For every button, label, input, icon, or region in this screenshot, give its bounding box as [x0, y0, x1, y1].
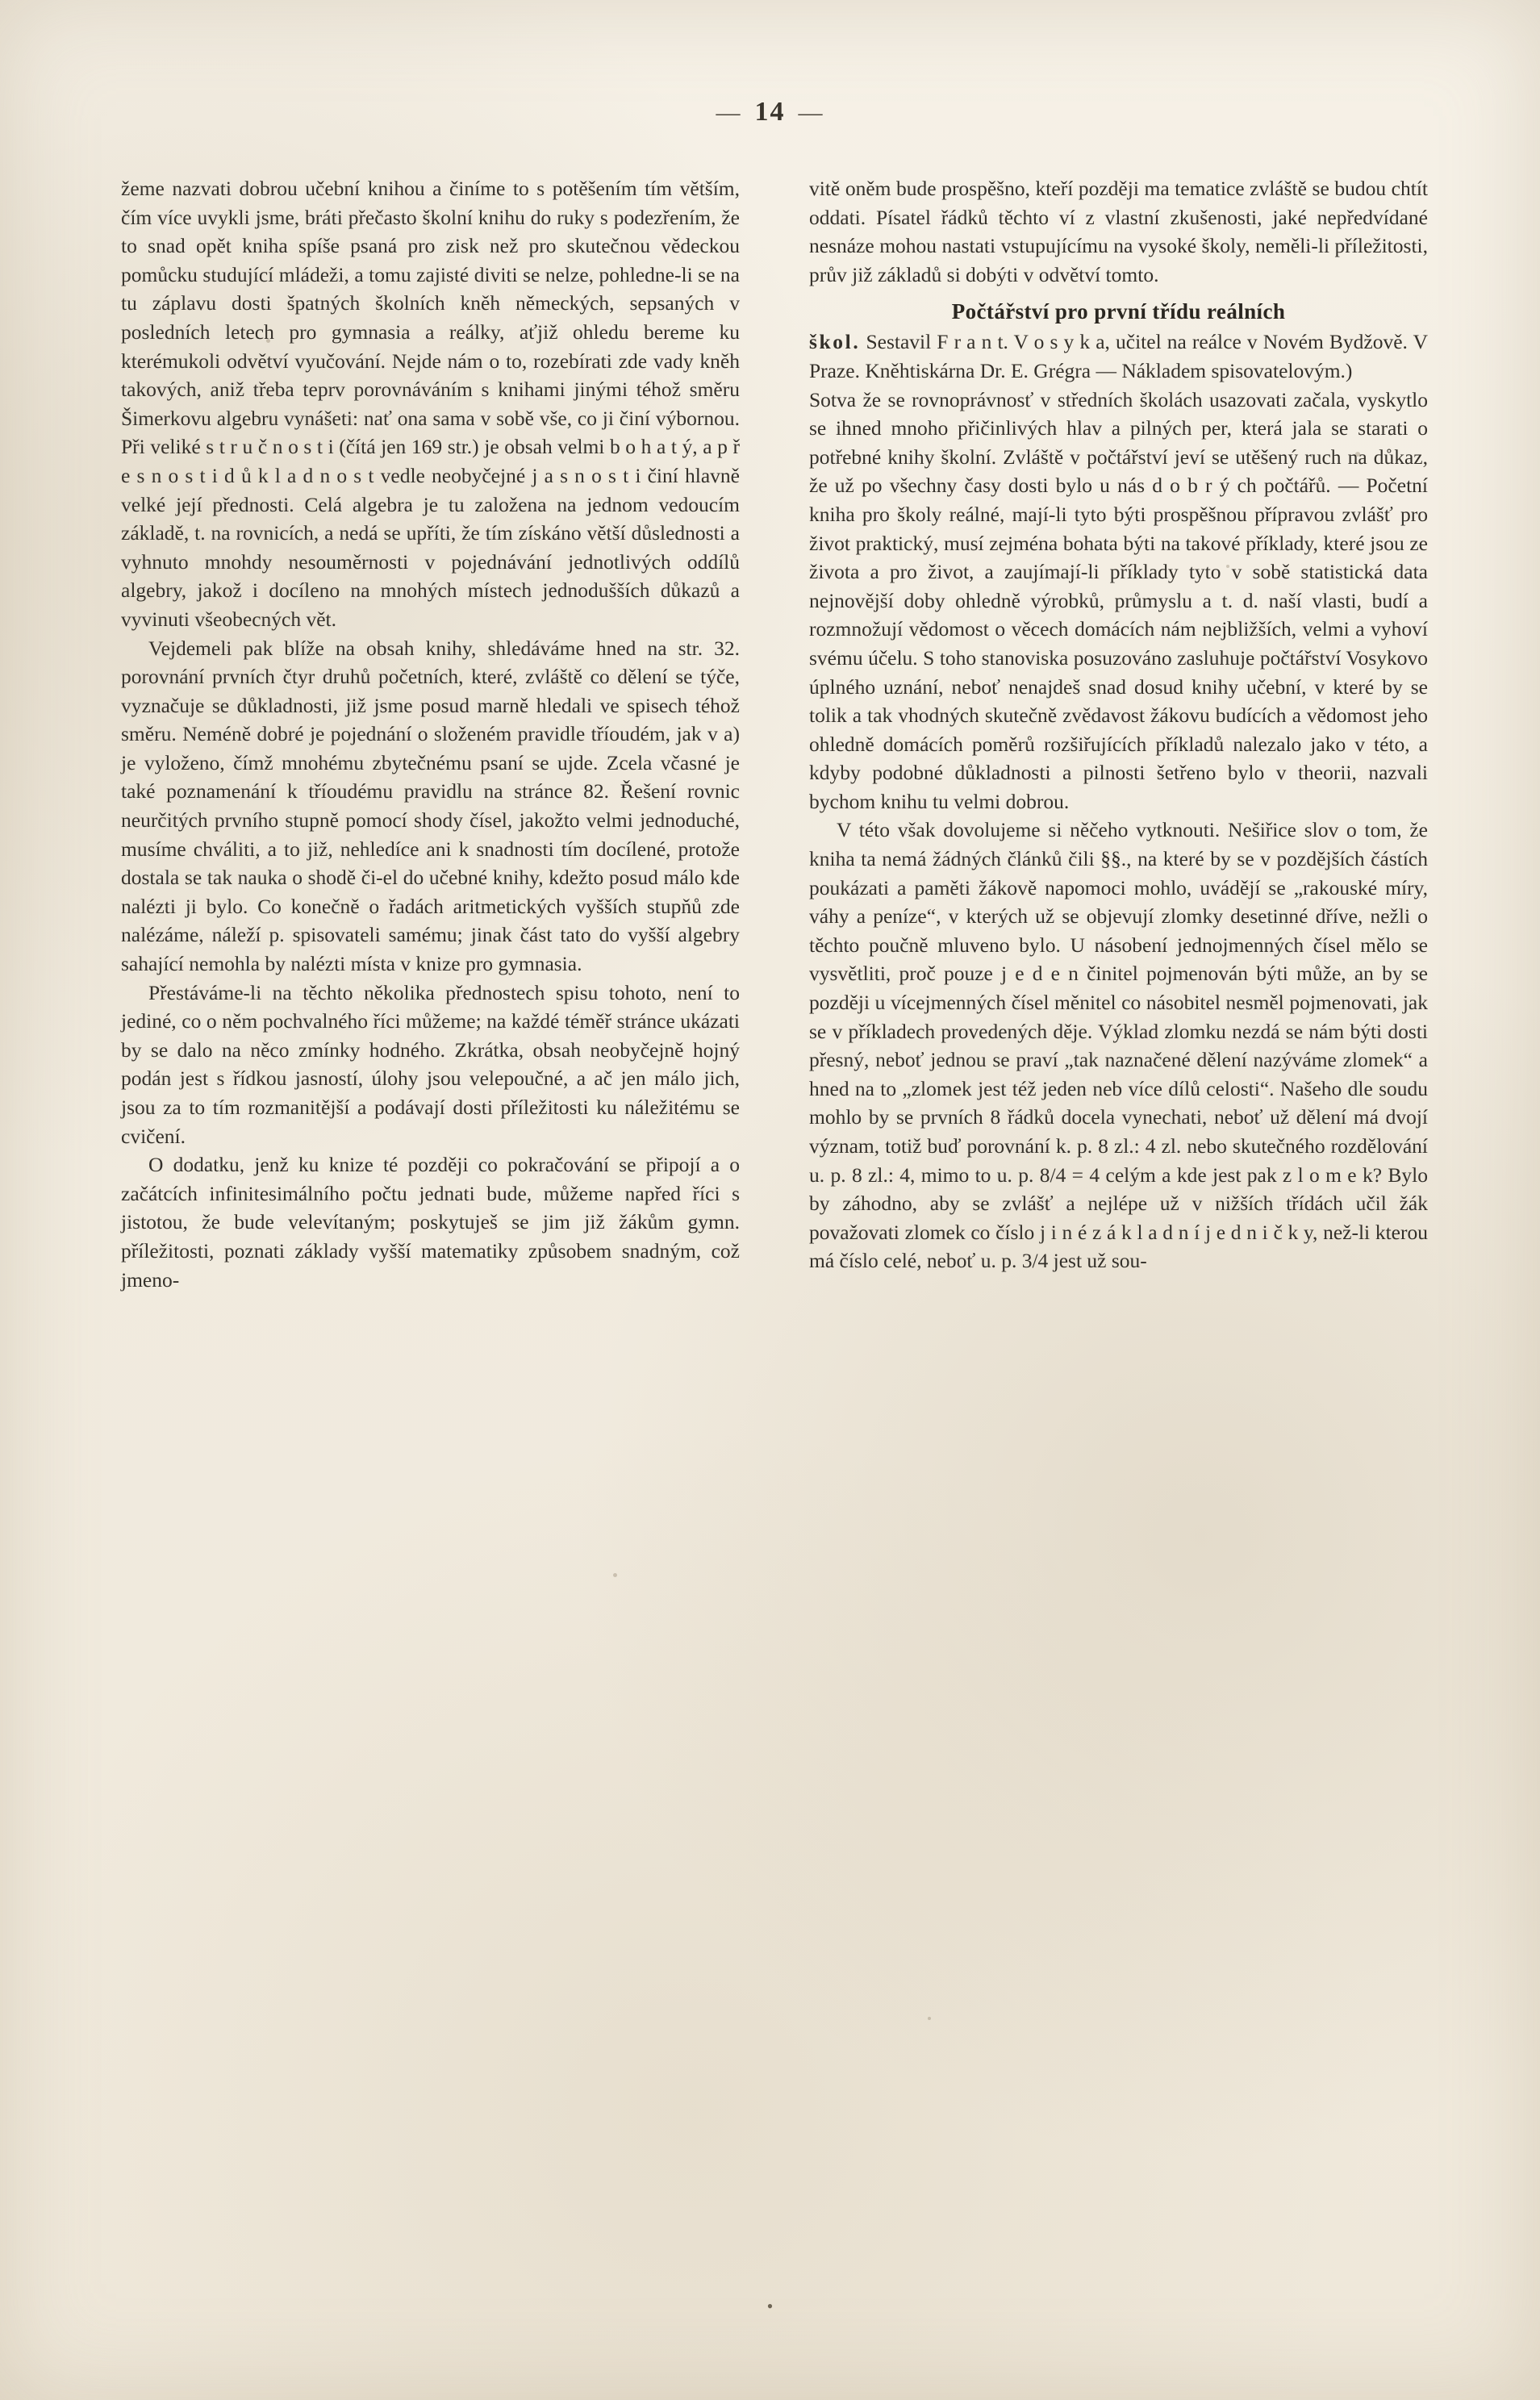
page-ornament: • — [766, 2296, 774, 2316]
paragraph: Přestáváme-li na těchto několika přednostech spisu tohoto, není to jediné, co o něm pochvalného říci můžeme; na každé téměř stránce ukázati by se dalo na něco zmínky hodného. Zkrátka, obsah neobyčejně hojný podán jest s řídkou jasností, úlohy jsou velepoučné, a ač jen málo jich, jsou za to tím rozmanitější a podávají dosti příležitosti ku náležitému se cvičení. — [121, 980, 740, 1148]
paragraph: Sotva že se rovnoprávnosť v středních školách usazovati začala, vyskytlo se ihned mnoho přičinlivých hlav a pilných per, která jala se starati o potřebné knihy školní. Zvláště v počtářství jeví se utěšený ruch na důkaz, že už po všechny časy dosti bylo u nás d o b r ý ch počtářů. — Početní kniha pro školy reálné, mají-li tyto býti prospěšnou přípravou zvlášť pro život praktický, musí zejména bohata býti na takové příklady, které jsou ze života a pro život, a zaujímají-li příklady tyto v sobě statistická data nejnovější doby ohledně výrobků, průmyslu a t. d. naší vlasti, budí a rozmnožují vědomost o věcech domácích nám nejbližších, velmi a vyhoví svému účelu. S toho stanoviska posuzováno zasluhuje počtářství Vosykovo úplného uznání, neboť nenajdeš snad dosud knihy učební, v které by se tolik a tak vhodných skutečně zvědavost žákovu budících a vědomost jeho ohledně domácích poměrů rozšiřujících příkladů nalezalo jako v této, a kdyby podobné důkladnosti a pilnosti šetřeno bylo v theorii, nazvali bychom knihu tu velmi dobrou. — [809, 387, 1428, 813]
article-title-continuation — [809, 328, 1428, 385]
page-folio — [0, 97, 1540, 127]
left-column — [121, 174, 740, 1294]
paper-speck — [1355, 452, 1360, 457]
folio-number: 14 — [754, 97, 786, 127]
article-title-line-2: škol. — [809, 330, 861, 354]
paper-speck — [928, 2017, 931, 2020]
paragraph: Vejdemeli pak blíže na obsah knihy, shledáváme hned na str. 32. porovnání prvních čtyr druhů početních, které, zvláště co dělení se týče, vyznačuje se důkladnosti, již jsme posud marně hledali ve spisech téhož směru. Neméně dobré je pojednání o složeném pravidle tříoudém, jak v a) je vyloženo, čímž mnohému zbytečnému psaní se ujde. Zcela včasné je také poznamenání k tříoudému pravidlu na stránce 82. Řešení rovnic neurčitých prvního stupně pomocí shody čísel, jakožto velmi jednoduché, musíme chváliti, a to již, nehledíce ani k snadnosti tím docílené, protože dostala se tak nauka o shodě či-el do učebné knihy, kdežto posud málo kde nalézti ji bylo. Co konečně o řadách aritmetických vyšších stupňů zde nalézáme, náleží p. spisovateli samému; jinak část tato do vyšší algebry sahající nemohla by nalézti místa v knize pro gymnasia. — [121, 636, 740, 976]
folio-left-dash: — — [716, 99, 742, 126]
folio-right-dash: — — [798, 99, 824, 126]
paragraph: V této však dovolujeme si něčeho vytknouti. Nešiřice slov o tom, že kniha ta nemá žádných článků čili §§., na které by se v pozdějších částích poukázati a paměti žákově napomoci mohlo, uvádějí se „rakouské míry, váhy a peníze“, v kterých už se objevují zlomky desetinné dříve, nežli o těchto poučně mluveno bylo. U násobení jednojmenných čísel mělo se vysvětliti, proč pouze j e d e n činitel pojmenován býti může, an by se později u vícejmenných čísel měnitel co násobitel nesměl pojmenovati, jak se v příkladech provedených děje. Výklad zlomku nezdá se nám býti dosti přesný, neboť jednou se praví „tak naznačené dělení nazýváme zlomek“ a hned na to „zlomek jest též jeden neb více dílů celosti“. Našeho dle soudu mohlo by se prvních 8 řádků docela vynechati, neboť už dělení má dvojí význam, totiž buď porovnání k. p. 8 zl.: 4 zl. nebo skutečného rozdělování u. p. 8 zl.: 4, mimo to u. p. 8/4 = 4 celým a kde jest pak z l o m e k? Bylo by záhodno, aby se zvlášť a nejlépe už v nižších třídách učil žák považovati zlomek co číslo j i n é z á k l a d n í j e d n i č k y, než-li kterou má číslo celé, neboť u. p. 3/4 jest už sou- — [809, 818, 1428, 1273]
article-title-rest: Sestavil F r a n t. V o s y k a, učitel na reálce v Novém Bydžově. V Praze. Kněhtiskárna Dr. E. Grégra — Nákladem spisovatelovým.) — [809, 330, 1428, 382]
paragraph: žeme nazvati dobrou učební knihou a činíme to s potěšením tím větším, čím více uvykli jsme, bráti přečasto školní knihu do ruky s podezřením, že to snad opět kniha spíše psaná pro zisk než pro skutečnou vědeckou pomůcku studující mládeži, a tomu zajisté diviti se nelze, pohledne-li se na tu záplavu dosti špatných školních kněh německých, sepsaných v posledních letech pro gymnasia a reálky, aťjiž ohledu bereme ku kterémukoli odvětví vyučování. Nejde nám o to, rozebírati zde vady kněh takových, aniž třeba teprv porovnáváním s knihami jinými téhož směru Šimerkovu algebru vynášeti: nať ona sama v sobě vše, co ji činí výbornou. Při veliké s t r u č n o s t i (čítá jen 169 str.) je obsah velmi b o h a t ý, a p ř e s n o s t i d ů k l a d n o s t vedle neobyčejné j a s n o s t i činí hlavně velké její přednosti. Celá algebra je tu založena na jednom vedoucím základě, t. na rovnicích, a nedá se upříti, že tím získáno větší důslednosti a vyhnuto mnohdy nesouměrnosti v pojednávání jednotlivých oddílů algebry, jakož i docíleno na mnohých místech jednodušších důkazů a vyvinuti všeobecných vět. — [121, 177, 740, 631]
right-column — [809, 174, 1428, 1294]
paper-speck — [266, 339, 270, 343]
article-title-line-1: Počtářství pro první třídu reálních — [951, 299, 1286, 324]
two-column-body — [121, 174, 1428, 1294]
paper-speck — [613, 1573, 617, 1577]
paragraph: O dodatku, jenž ku knize té později co pokračování se připojí a o začátcích infinitesimálního počtu jednati bude, můžeme napřed říci s jistotou, že bude velevítaným; poskytuješ se jim již žákům gymn. příležitosti, poznati základy vyšší matematiky způsobem snadným, což jmeno- — [121, 1153, 740, 1292]
paragraph: vitě oněm bude prospěšno, kteří později ma tematice zvláště se budou chtít oddati. Písatel řádků těchto ví z vlastní zkušenosti, jaké nepředvídané nesnáze mohou nastati vstupujícímu na vysoké školy, neměli-li příležitosti, prův již základů si dobýti v odvětví tomto. — [809, 177, 1428, 286]
paper-speck — [1226, 565, 1229, 568]
